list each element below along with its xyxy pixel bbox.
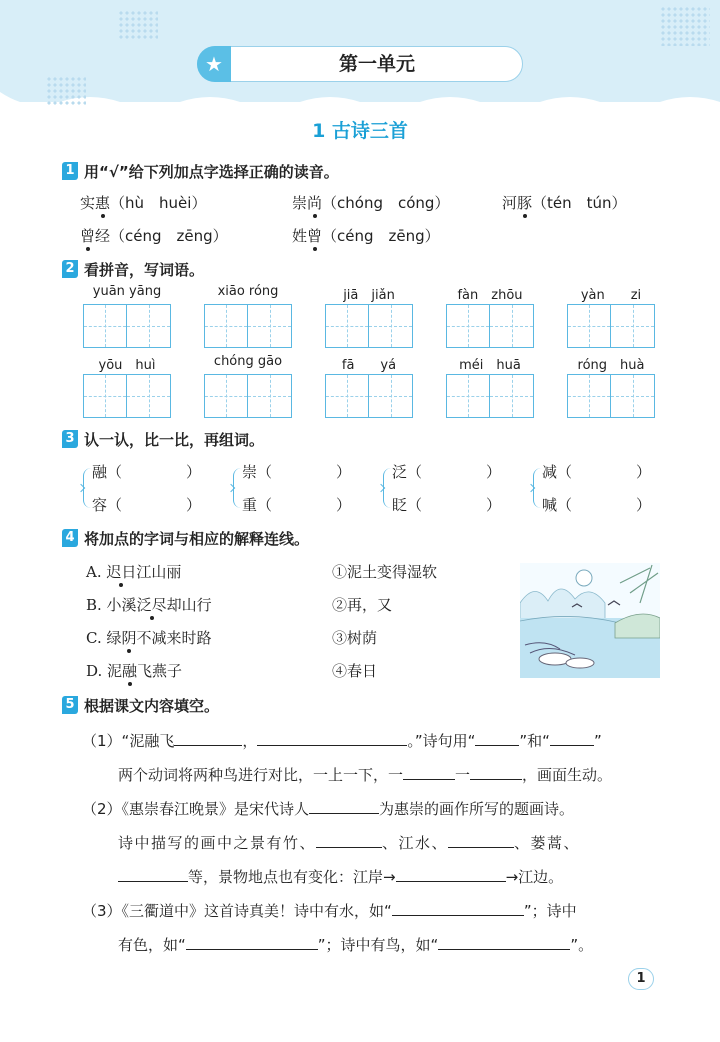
pinyin-box [567,354,655,418]
answer-blank[interactable] [309,798,379,814]
question-number: 3 [62,430,78,448]
writing-grid[interactable] [325,374,413,418]
header-wave [0,92,720,112]
compare-close: ） [186,463,202,481]
compare-entry: 容（ [92,496,123,514]
question-number: 2 [62,260,78,278]
writing-grid[interactable] [446,374,534,418]
decor-dots [660,6,710,46]
reading-item: 崇尚（chóng cóng） [292,194,450,212]
compare-close: ） [186,496,202,514]
match-right-item[interactable]: ②再，又 [332,596,393,614]
decor-dots [46,76,86,106]
question-number: 5 [62,696,78,714]
pinyin-box [204,354,292,418]
fill-line: （2）《惠崇春江晚景》是宋代诗人 为惠崇的画作所写的题画诗。 [82,800,575,818]
pinyin-box [83,354,171,418]
pinyin-label: méi huā [459,358,521,373]
answer-blank[interactable] [438,934,570,950]
writing-grid[interactable] [204,374,292,418]
compare-entry: 重（ [242,496,273,514]
writing-grid[interactable] [83,304,171,348]
answer-blank[interactable] [470,764,522,780]
fill-line: 等，景物地点也有变化：江岸→ →江边。 [118,866,563,887]
pinyin-label: yuān yāng [92,284,162,299]
brace-icon [83,468,91,508]
compare-close: ） [486,496,502,514]
fill-line: 有色，如“ ”；诗中有鸟，如“ ”。 [118,936,594,954]
answer-blank[interactable] [186,934,318,950]
answer-blank[interactable] [174,730,242,746]
compare-close: ） [336,496,352,514]
answer-blank[interactable] [118,866,188,882]
match-left-item[interactable]: D. 泥融飞燕子 [86,662,183,680]
compare-entry: 减（ [542,463,573,481]
answer-blank[interactable] [257,730,407,746]
answer-blank[interactable] [475,730,519,746]
dotted-char: 尚 [307,194,323,212]
compare-entry: 泛（ [392,463,423,481]
pinyin-label: fā yá [341,358,397,373]
compare-entry: 崇（ [242,463,273,481]
pinyin-label: yàn zi [580,288,642,303]
pinyin-box [325,354,413,418]
pinyin-label: jiā jiǎn [343,288,395,303]
question-prompt: 用“√”给下列加点字选择正确的读音。 [84,162,339,181]
fill-line: （3）《三衢道中》这首诗真美！诗中有水，如“ ”；诗中 [82,902,577,920]
pinyin-box [446,354,534,418]
reading-item: 实惠（hù huèi） [80,194,207,212]
reading-item: 曾经（céng zēng） [80,227,228,245]
lesson-title: 1 古诗三首 [312,120,408,142]
brace-icon [383,468,391,508]
dotted-char: 豚 [517,194,533,212]
match-right-item[interactable]: ①泥土变得湿软 [332,563,438,581]
compare-entry: 喊（ [542,496,573,514]
question-prompt: 认一认，比一比，再组词。 [84,430,265,449]
answer-blank[interactable] [448,832,514,848]
question-4-heading [62,527,309,549]
pinyin-box [325,284,413,348]
writing-grid[interactable] [83,374,171,418]
poem-illustration [520,563,660,678]
pinyin-label: yōu huì [98,358,156,373]
question-1-heading [62,160,339,182]
dotted-char: 曾 [307,227,323,245]
writing-grid[interactable] [446,304,534,348]
dotted-char: 曾 [80,227,96,245]
brace-icon [233,468,241,508]
writing-grid[interactable] [567,374,655,418]
compare-close: ） [486,463,502,481]
fill-line: 诗中描写的画中之景有竹、 、江水、 、蒌蒿、 [118,834,581,852]
answer-blank[interactable] [316,832,382,848]
match-left-item[interactable]: C. 绿阴不减来时路 [86,629,212,647]
writing-grid[interactable] [325,304,413,348]
match-right-item[interactable]: ③树荫 [332,629,378,647]
brace-icon [533,468,541,508]
pinyin-box [446,284,534,348]
star-icon: ★ [197,46,231,82]
pinyin-box [567,284,655,348]
page-number: 1 [628,968,654,990]
match-right-item[interactable]: ④春日 [332,662,378,680]
pinyin-box [204,284,292,348]
compare-close: ） [636,463,652,481]
match-left-item[interactable]: B. 小溪泛尽却山行 [86,596,212,614]
unit-banner [197,46,523,82]
pinyin-label: xiāo róng [217,284,279,299]
dotted-char: 惠 [95,194,111,212]
pinyin-label: chóng gāo [213,354,283,369]
pinyin-box [83,284,171,348]
compare-entry: 眨（ [392,496,423,514]
decor-dots [118,10,158,40]
question-prompt: 看拼音，写词语。 [84,260,205,279]
compare-close: ） [336,463,352,481]
answer-blank[interactable] [403,764,455,780]
question-3-heading [62,428,264,450]
compare-close: ） [636,496,652,514]
compare-entry: 融（ [92,463,123,481]
reading-item: 姓曾（céng zēng） [292,227,440,245]
fill-line: 两个动词将两种鸟进行对比，一上一下，一 一 ，画面生动。 [118,766,613,784]
question-2-heading [62,258,204,280]
writing-grid[interactable] [567,304,655,348]
pinyin-label: róng huà [577,358,645,373]
fill-line: （1）“泥融飞 ， 。”诗句用“ ”和“ ” [82,732,602,750]
question-prompt: 根据课文内容填空。 [84,696,220,715]
question-number: 1 [62,162,78,180]
question-number: 4 [62,529,78,547]
writing-grid[interactable] [204,304,292,348]
answer-blank[interactable] [396,866,506,882]
unit-title: 第一单元 [338,53,415,75]
pinyin-label: fàn zhōu [457,288,523,303]
answer-blank[interactable] [550,730,594,746]
answer-blank[interactable] [392,900,524,916]
reading-item: 河豚（tén tún） [502,194,627,212]
question-prompt: 将加点的字词与相应的解释连线。 [84,529,310,548]
question-5-heading [62,694,219,716]
match-left-item[interactable]: A. 迟日江山丽 [86,563,182,581]
